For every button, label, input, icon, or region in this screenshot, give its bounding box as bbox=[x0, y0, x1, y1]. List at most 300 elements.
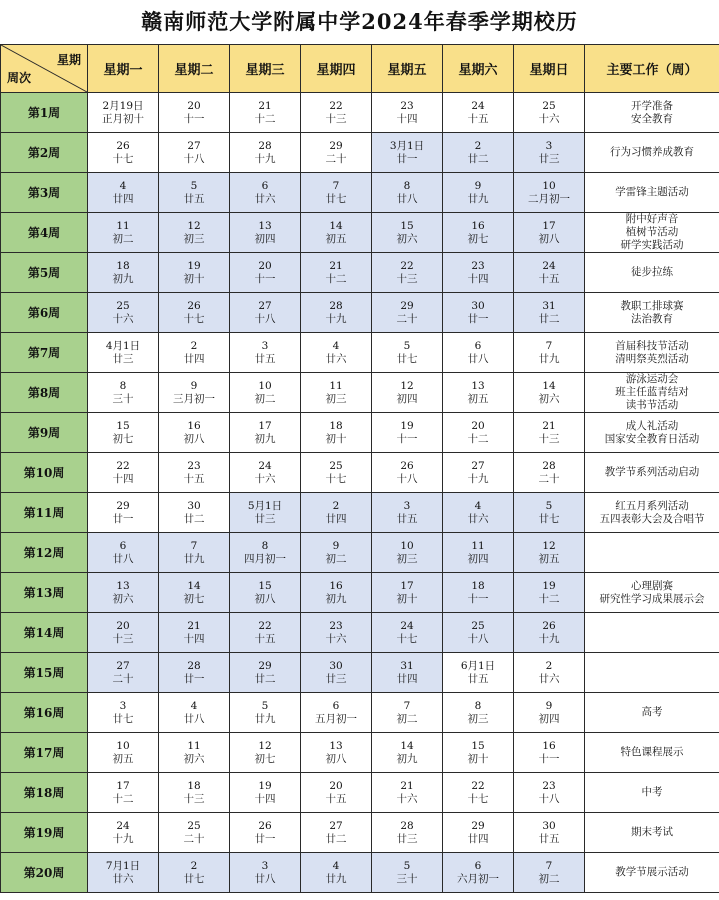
work-item: 法治教育 bbox=[631, 312, 673, 325]
solar-date: 24 bbox=[116, 819, 130, 832]
solar-date: 26 bbox=[187, 299, 201, 312]
lunar-date: 十四 bbox=[467, 272, 489, 285]
work-item: 清明祭英烈活动 bbox=[615, 352, 689, 365]
solar-date: 19 bbox=[187, 259, 201, 272]
solar-date: 25 bbox=[116, 299, 130, 312]
solar-date: 13 bbox=[116, 579, 130, 592]
corner-week-label: 周次 bbox=[7, 71, 32, 85]
lunar-date: 初九 bbox=[396, 752, 418, 765]
corner-cell bbox=[1, 45, 88, 93]
lunar-date: 廿六 bbox=[467, 512, 489, 525]
lunar-date: 初七 bbox=[467, 232, 489, 245]
lunar-date: 廿五 bbox=[467, 672, 489, 685]
lunar-date: 十三 bbox=[325, 112, 347, 125]
header-monday: 星期一 bbox=[88, 45, 159, 93]
lunar-date: 十八 bbox=[538, 792, 560, 805]
header-thursday: 星期四 bbox=[301, 45, 372, 93]
week-label: 第14周 bbox=[1, 613, 88, 653]
solar-date: 20 bbox=[329, 779, 343, 792]
lunar-date: 六月初一 bbox=[457, 872, 499, 885]
week-label: 第20周 bbox=[1, 853, 88, 893]
solar-date: 23 bbox=[329, 619, 343, 632]
day-cell bbox=[372, 293, 443, 333]
work-item: 红五月系列活动 bbox=[615, 499, 689, 512]
day-cell bbox=[88, 533, 159, 573]
solar-date: 11 bbox=[471, 539, 485, 552]
lunar-date: 十三 bbox=[112, 632, 134, 645]
lunar-date: 十九 bbox=[112, 832, 134, 845]
week-row bbox=[1, 493, 719, 533]
day-cell bbox=[88, 213, 159, 253]
lunar-date: 廿四 bbox=[467, 832, 489, 845]
solar-date: 28 bbox=[258, 139, 272, 152]
solar-date: 6 bbox=[332, 699, 340, 712]
day-cell bbox=[230, 773, 301, 813]
solar-date: 2 bbox=[190, 339, 198, 352]
week-row bbox=[1, 533, 719, 573]
lunar-date: 二十 bbox=[538, 472, 560, 485]
day-cell bbox=[88, 493, 159, 533]
day-cell bbox=[301, 733, 372, 773]
day-cell bbox=[88, 613, 159, 653]
week-row bbox=[1, 853, 719, 893]
day-cell bbox=[159, 573, 230, 613]
lunar-date: 初二 bbox=[396, 712, 418, 725]
day-cell bbox=[443, 613, 514, 653]
lunar-date: 十七 bbox=[467, 792, 489, 805]
lunar-date: 十二 bbox=[467, 432, 489, 445]
lunar-date: 初六 bbox=[183, 752, 205, 765]
solar-date: 26 bbox=[116, 139, 130, 152]
day-cell bbox=[372, 373, 443, 413]
lunar-date: 廿一 bbox=[396, 152, 418, 165]
week-row bbox=[1, 813, 719, 853]
week-row bbox=[1, 693, 719, 733]
lunar-date: 初十 bbox=[325, 432, 347, 445]
lunar-date: 廿一 bbox=[183, 672, 205, 685]
solar-date: 16 bbox=[542, 739, 556, 752]
solar-date: 2月19日 bbox=[102, 99, 144, 112]
solar-date: 25 bbox=[471, 619, 485, 632]
solar-date: 2 bbox=[474, 139, 482, 152]
week-label: 第7周 bbox=[1, 333, 88, 373]
lunar-date: 廿八 bbox=[112, 552, 134, 565]
day-cell bbox=[443, 533, 514, 573]
work-item: 研究性学习成果展示会 bbox=[599, 592, 705, 605]
work-item: 读书节活动 bbox=[625, 399, 679, 411]
lunar-date: 十五 bbox=[254, 632, 276, 645]
lunar-date: 十九 bbox=[254, 152, 276, 165]
header-row bbox=[1, 45, 719, 93]
solar-date: 3 bbox=[403, 499, 411, 512]
solar-date: 18 bbox=[116, 259, 130, 272]
solar-date: 21 bbox=[400, 779, 414, 792]
lunar-date: 初三 bbox=[325, 392, 347, 405]
lunar-date: 初八 bbox=[254, 592, 276, 605]
day-cell bbox=[514, 653, 585, 693]
day-cell bbox=[443, 373, 514, 413]
day-cell bbox=[230, 613, 301, 653]
work-item: 附中好声音 bbox=[625, 213, 679, 225]
lunar-date: 廿六 bbox=[112, 872, 134, 885]
lunar-date: 廿一 bbox=[254, 832, 276, 845]
solar-date: 24 bbox=[258, 459, 272, 472]
lunar-date: 初七 bbox=[112, 432, 134, 445]
solar-date: 10 bbox=[400, 539, 414, 552]
lunar-date: 初四 bbox=[254, 232, 276, 245]
lunar-date: 十二 bbox=[254, 112, 276, 125]
day-cell bbox=[301, 333, 372, 373]
lunar-date: 廿三 bbox=[112, 352, 134, 365]
solar-date: 18 bbox=[471, 579, 485, 592]
solar-date: 11 bbox=[187, 739, 201, 752]
lunar-date: 二十 bbox=[325, 152, 347, 165]
main-work-cell bbox=[585, 653, 719, 693]
work-item: 期末考试 bbox=[631, 826, 673, 838]
day-cell bbox=[88, 333, 159, 373]
lunar-date: 二十 bbox=[183, 832, 205, 845]
week-label: 第1周 bbox=[1, 93, 88, 133]
work-item: 游泳运动会 bbox=[625, 373, 679, 385]
lunar-date: 廿二 bbox=[254, 672, 276, 685]
week-label: 第19周 bbox=[1, 813, 88, 853]
solar-date: 8 bbox=[119, 379, 127, 392]
solar-date: 8 bbox=[403, 179, 411, 192]
week-row bbox=[1, 413, 719, 453]
lunar-date: 十九 bbox=[538, 632, 560, 645]
day-cell bbox=[514, 293, 585, 333]
day-cell bbox=[230, 733, 301, 773]
page-title: 赣南师范大学附属中学2024年春季学期校历 bbox=[141, 9, 578, 34]
solar-date: 12 bbox=[400, 379, 414, 392]
solar-date: 24 bbox=[471, 99, 485, 112]
lunar-date: 初二 bbox=[538, 872, 560, 885]
lunar-date: 廿四 bbox=[325, 512, 347, 525]
day-cell bbox=[372, 213, 443, 253]
solar-date: 10 bbox=[258, 379, 272, 392]
solar-date: 3月1日 bbox=[389, 139, 425, 152]
solar-date: 31 bbox=[542, 299, 556, 312]
solar-date: 7 bbox=[545, 859, 553, 872]
lunar-date: 初六 bbox=[538, 392, 560, 405]
solar-date: 27 bbox=[471, 459, 485, 472]
lunar-date: 十一 bbox=[467, 592, 489, 605]
day-cell bbox=[159, 773, 230, 813]
day-cell bbox=[159, 733, 230, 773]
day-cell bbox=[230, 853, 301, 893]
lunar-date: 廿九 bbox=[467, 192, 489, 205]
header-sunday: 星期日 bbox=[514, 45, 585, 93]
week-label: 第8周 bbox=[1, 373, 88, 413]
solar-date: 19 bbox=[542, 579, 556, 592]
lunar-date: 初七 bbox=[183, 592, 205, 605]
work-item: 行为习惯养成教育 bbox=[610, 146, 694, 158]
lunar-date: 初七 bbox=[254, 752, 276, 765]
lunar-date: 十六 bbox=[396, 792, 418, 805]
lunar-date: 廿二 bbox=[538, 312, 560, 325]
day-cell bbox=[514, 453, 585, 493]
solar-date: 16 bbox=[329, 579, 343, 592]
lunar-date: 初二 bbox=[254, 392, 276, 405]
week-label: 第3周 bbox=[1, 173, 88, 213]
lunar-date: 十一 bbox=[538, 752, 560, 765]
solar-date: 7 bbox=[545, 339, 553, 352]
lunar-date: 初八 bbox=[325, 752, 347, 765]
week-row bbox=[1, 653, 719, 693]
main-work-cell bbox=[585, 693, 719, 733]
solar-date: 6 bbox=[474, 859, 482, 872]
main-work-cell bbox=[585, 253, 719, 293]
lunar-date: 二十 bbox=[112, 672, 134, 685]
main-work-cell bbox=[585, 133, 719, 173]
solar-date: 27 bbox=[329, 819, 343, 832]
day-cell bbox=[443, 333, 514, 373]
solar-date: 28 bbox=[542, 459, 556, 472]
day-cell bbox=[230, 173, 301, 213]
solar-date: 23 bbox=[400, 99, 414, 112]
lunar-date: 初六 bbox=[112, 592, 134, 605]
solar-date: 10 bbox=[542, 179, 556, 192]
solar-date: 16 bbox=[471, 219, 485, 232]
lunar-date: 廿八 bbox=[183, 712, 205, 725]
week-row bbox=[1, 453, 719, 493]
work-item: 成人礼活动 bbox=[625, 419, 679, 432]
solar-date: 15 bbox=[400, 219, 414, 232]
lunar-date: 廿九 bbox=[183, 552, 205, 565]
solar-date: 30 bbox=[542, 819, 556, 832]
day-cell bbox=[301, 453, 372, 493]
solar-date: 27 bbox=[258, 299, 272, 312]
day-cell bbox=[159, 453, 230, 493]
day-cell bbox=[230, 133, 301, 173]
week-row bbox=[1, 213, 719, 253]
solar-date: 15 bbox=[471, 739, 485, 752]
solar-date: 6 bbox=[474, 339, 482, 352]
day-cell bbox=[230, 373, 301, 413]
lunar-date: 初五 bbox=[325, 232, 347, 245]
day-cell bbox=[514, 253, 585, 293]
lunar-date: 十四 bbox=[183, 632, 205, 645]
lunar-date: 廿七 bbox=[183, 872, 205, 885]
solar-date: 9 bbox=[545, 699, 553, 712]
lunar-date: 十三 bbox=[183, 792, 205, 805]
day-cell bbox=[443, 813, 514, 853]
solar-date: 25 bbox=[329, 459, 343, 472]
day-cell bbox=[230, 333, 301, 373]
lunar-date: 初四 bbox=[538, 712, 560, 725]
week-label: 第9周 bbox=[1, 413, 88, 453]
lunar-date: 十六 bbox=[538, 112, 560, 125]
work-item: 高考 bbox=[641, 706, 663, 718]
solar-date: 20 bbox=[187, 99, 201, 112]
day-cell bbox=[88, 573, 159, 613]
lunar-date: 十九 bbox=[325, 312, 347, 325]
lunar-date: 十二 bbox=[325, 272, 347, 285]
solar-date: 29 bbox=[471, 819, 485, 832]
solar-date: 3 bbox=[261, 859, 269, 872]
day-cell bbox=[443, 453, 514, 493]
solar-date: 7 bbox=[190, 539, 198, 552]
day-cell bbox=[372, 653, 443, 693]
day-cell bbox=[372, 173, 443, 213]
solar-date: 14 bbox=[329, 219, 343, 232]
day-cell bbox=[514, 333, 585, 373]
lunar-date: 廿二 bbox=[467, 152, 489, 165]
work-item: 学雷锋主题活动 bbox=[615, 186, 689, 198]
solar-date: 4 bbox=[190, 699, 198, 712]
solar-date: 24 bbox=[542, 259, 556, 272]
week-row bbox=[1, 333, 719, 373]
day-cell bbox=[301, 853, 372, 893]
lunar-date: 三月初一 bbox=[173, 392, 215, 405]
solar-date: 3 bbox=[545, 139, 553, 152]
day-cell bbox=[514, 573, 585, 613]
lunar-date: 廿五 bbox=[183, 192, 205, 205]
solar-date: 5月1日 bbox=[247, 499, 283, 512]
day-cell bbox=[443, 413, 514, 453]
header-saturday: 星期六 bbox=[443, 45, 514, 93]
solar-date: 3 bbox=[261, 339, 269, 352]
day-cell bbox=[159, 333, 230, 373]
solar-date: 14 bbox=[187, 579, 201, 592]
solar-date: 20 bbox=[258, 259, 272, 272]
work-item: 班主任蓝青结对 bbox=[615, 386, 689, 398]
day-cell bbox=[159, 813, 230, 853]
lunar-date: 十一 bbox=[254, 272, 276, 285]
solar-date: 2 bbox=[332, 499, 340, 512]
week-row bbox=[1, 573, 719, 613]
day-cell bbox=[514, 693, 585, 733]
day-cell bbox=[88, 693, 159, 733]
day-cell bbox=[88, 813, 159, 853]
solar-date: 30 bbox=[187, 499, 201, 512]
day-cell bbox=[443, 653, 514, 693]
day-cell bbox=[88, 413, 159, 453]
solar-date: 5 bbox=[261, 699, 269, 712]
solar-date: 9 bbox=[332, 539, 340, 552]
solar-date: 22 bbox=[471, 779, 485, 792]
main-work-cell bbox=[585, 813, 719, 853]
work-item: 研学实践活动 bbox=[620, 239, 684, 251]
day-cell bbox=[230, 813, 301, 853]
work-item: 五四表彰大会及合唱节 bbox=[599, 512, 705, 525]
lunar-date: 十七 bbox=[325, 472, 347, 485]
solar-date: 7 bbox=[403, 699, 411, 712]
lunar-date: 廿四 bbox=[396, 672, 418, 685]
day-cell bbox=[159, 493, 230, 533]
solar-date: 29 bbox=[400, 299, 414, 312]
day-cell bbox=[230, 293, 301, 333]
lunar-date: 廿五 bbox=[396, 512, 418, 525]
day-cell bbox=[443, 693, 514, 733]
day-cell bbox=[159, 653, 230, 693]
solar-date: 30 bbox=[329, 659, 343, 672]
lunar-date: 廿五 bbox=[254, 352, 276, 365]
solar-date: 18 bbox=[187, 779, 201, 792]
day-cell bbox=[301, 653, 372, 693]
solar-date: 30 bbox=[471, 299, 485, 312]
solar-date: 7 bbox=[332, 179, 340, 192]
solar-date: 21 bbox=[258, 99, 272, 112]
lunar-date: 初十 bbox=[396, 592, 418, 605]
solar-date: 20 bbox=[471, 419, 485, 432]
solar-date: 5 bbox=[190, 179, 198, 192]
lunar-date: 十四 bbox=[396, 112, 418, 125]
day-cell bbox=[301, 693, 372, 733]
lunar-date: 十七 bbox=[396, 632, 418, 645]
main-work-cell bbox=[585, 93, 719, 133]
lunar-date: 廿四 bbox=[183, 352, 205, 365]
solar-date: 13 bbox=[471, 379, 485, 392]
lunar-date: 廿七 bbox=[538, 512, 560, 525]
lunar-date: 初三 bbox=[396, 552, 418, 565]
lunar-date: 十八 bbox=[254, 312, 276, 325]
week-label: 第15周 bbox=[1, 653, 88, 693]
lunar-date: 十八 bbox=[183, 152, 205, 165]
solar-date: 18 bbox=[329, 419, 343, 432]
lunar-date: 初五 bbox=[112, 752, 134, 765]
work-item: 教学节系列活动启动 bbox=[604, 466, 700, 478]
day-cell bbox=[514, 613, 585, 653]
lunar-date: 廿九 bbox=[538, 352, 560, 365]
calendar-body bbox=[1, 93, 719, 893]
week-row bbox=[1, 173, 719, 213]
main-work-cell bbox=[585, 493, 719, 533]
day-cell bbox=[159, 533, 230, 573]
solar-date: 17 bbox=[258, 419, 272, 432]
solar-date: 21 bbox=[187, 619, 201, 632]
week-label: 第12周 bbox=[1, 533, 88, 573]
work-item: 徒步拉练 bbox=[631, 266, 673, 278]
lunar-date: 廿八 bbox=[396, 192, 418, 205]
day-cell bbox=[514, 493, 585, 533]
work-item: 开学准备 bbox=[631, 99, 673, 112]
solar-date: 11 bbox=[116, 219, 130, 232]
solar-date: 6 bbox=[261, 179, 269, 192]
day-cell bbox=[301, 493, 372, 533]
lunar-date: 正月初十 bbox=[102, 112, 144, 125]
day-cell bbox=[159, 173, 230, 213]
day-cell bbox=[230, 413, 301, 453]
day-cell bbox=[514, 853, 585, 893]
lunar-date: 初九 bbox=[325, 592, 347, 605]
work-item: 国家安全教育日活动 bbox=[604, 432, 700, 445]
lunar-date: 初五 bbox=[467, 392, 489, 405]
work-item: 特色课程展示 bbox=[620, 746, 684, 758]
solar-date: 28 bbox=[187, 659, 201, 672]
corner-day-label: 星期 bbox=[56, 53, 81, 67]
solar-date: 13 bbox=[329, 739, 343, 752]
lunar-date: 廿三 bbox=[325, 672, 347, 685]
lunar-date: 廿三 bbox=[396, 832, 418, 845]
day-cell bbox=[159, 293, 230, 333]
day-cell bbox=[301, 293, 372, 333]
lunar-date: 初二 bbox=[112, 232, 134, 245]
lunar-date: 十五 bbox=[467, 112, 489, 125]
main-work-cell bbox=[585, 773, 719, 813]
solar-date: 8 bbox=[474, 699, 482, 712]
solar-date: 5 bbox=[545, 499, 553, 512]
day-cell bbox=[230, 213, 301, 253]
solar-date: 7月1日 bbox=[105, 859, 141, 872]
lunar-date: 初三 bbox=[183, 232, 205, 245]
day-cell bbox=[230, 533, 301, 573]
day-cell bbox=[301, 93, 372, 133]
solar-date: 23 bbox=[471, 259, 485, 272]
solar-date: 5 bbox=[403, 339, 411, 352]
solar-date: 12 bbox=[542, 539, 556, 552]
main-work-cell bbox=[585, 173, 719, 213]
